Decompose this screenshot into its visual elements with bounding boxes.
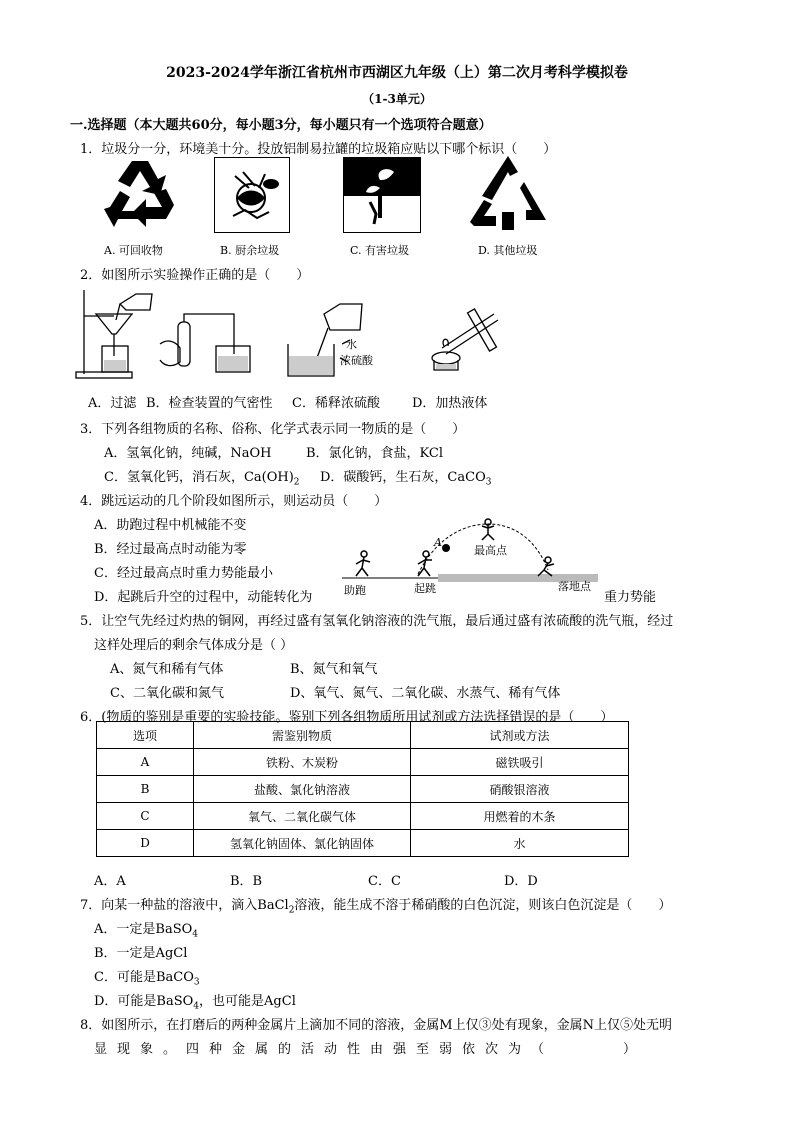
table-cell: 水 [411,830,629,857]
question-8-stem-line1: 8．如图所示，在打磨后的两种金属片上滴加不同的溶液，金属M上仅③处有现象，金属N上仅⑤处无明 [80,1018,672,1033]
q7-option-d: D．可能是BaSO$_4$，也可能是AgCl [94,994,296,1012]
table-header-cell: 需鉴别物质 [194,722,411,749]
jump-label-top: 最高点 [474,544,507,557]
table-row [97,803,629,830]
q1-option-d: D. 其他垃圾 [478,244,538,257]
q1-option-c: C. 有害垃圾 [350,244,410,257]
table-cell: B [97,776,194,803]
question-2-stem: 2．如图所示实验操作正确的是（ ） [80,268,310,283]
table-cell: 氢氧化钠固体、氯化钠固体 [194,830,411,857]
q6-option-b: B．B [230,874,263,889]
q5-option-b: B、氮气和氧气 [290,662,378,677]
q5-option-c: C、二氧化碳和氮气 [110,686,224,701]
airtightness-check-icon [158,304,258,380]
q4-option-b: B．经过最高点时动能为零 [94,542,247,557]
q6-option-c: C．C [368,874,401,889]
recycle-icon [100,155,180,235]
table-row [97,776,629,803]
conc-acid-label: 浓硫酸 [340,354,373,367]
q6-option-d: D．D [504,874,538,889]
q6-table [96,721,629,857]
table-cell: D [97,830,194,857]
table-header-cell: 试剂或方法 [411,722,629,749]
filtration-apparatus-icon [74,286,164,380]
page-subtitle: （1-3单元） [362,92,432,106]
hazardous-waste-icon [343,157,421,233]
table-row [97,749,629,776]
q4-option-c: C．经过最高点时重力势能最小 [94,566,273,581]
question-3-stem: 3．下列各组物质的名称、俗称、化学式表示同一物质的是（ ） [80,422,466,437]
q3-option-d: D．碳酸钙，生石灰，CaCO$_3$ [320,470,492,488]
jump-label-run: 助跑 [344,584,366,597]
q6-option-a: A．A [94,874,126,889]
q7-option-b: B．一定是AgCl [94,946,188,961]
q5-option-d: D、氧气、氮气、二氧化碳、水蒸气、稀有气体 [290,686,561,701]
table-cell: A [97,749,194,776]
q3-option-c: C．氢氧化钙，消石灰，$Ca(OH)_2$ [104,470,300,488]
table-cell: 盐酸、氯化钠溶液 [194,776,411,803]
q1-option-a: A. 可回收物 [104,244,163,257]
dilute-acid-apparatus-icon [284,300,370,380]
q2-option-a: A．过滤 [88,396,137,411]
table-cell: 铁粉、木炭粉 [194,749,411,776]
kitchen-waste-icon [214,157,290,233]
table-cell: C [97,803,194,830]
q2-option-c: C．稀释浓硫酸 [292,396,380,411]
q4-option-a: A．助跑过程中机械能不变 [94,518,247,533]
q2-option-d: D．加热液体 [412,396,488,411]
question-8-stem-line2: 显现象。四种金属的活动性由强至弱依次为（ ） [94,1042,647,1057]
heating-liquid-apparatus-icon [422,302,508,378]
table-cell: 硝酸银溶液 [411,776,629,803]
other-waste-icon [466,152,550,236]
table-cell: 用燃着的木条 [411,803,629,830]
water-label: 水 [346,338,357,351]
q5-option-a: A、氮气和稀有气体 [110,662,224,677]
q7-option-a: A．一定是BaSO$_4$ [94,922,198,940]
q3-option-b: B．氯化钠，食盐，KCl [306,446,444,461]
table-cell: 氧气、二氧化碳气体 [194,803,411,830]
table-header-row [97,722,629,749]
q4-option-d: D．起跳后升空的过程中，动能转化为 [94,590,313,605]
question-6-stem: 6．(物质的鉴别是重要的实验技能。鉴别下列各组物质所用试剂或方法选择错误的是（ ） [80,710,614,725]
question-5-stem-line2: 这样处理后的剩余气体成分是（ ） [94,638,294,653]
jump-label-takeoff: 起跳 [414,582,436,595]
jump-label-point-a: A [434,536,442,549]
page-title: 2023-2024学年浙江省杭州市西湖区九年级（上）第二次月考科学模拟卷 [166,65,628,81]
question-7-stem: 7．向某一种盐的溶液中，滴入BaCl$_2$溶液，能生成不溶于稀硝酸的白色沉淀，则该白色沉淀是（ ） [80,898,672,916]
question-5-stem-line1: 5．让空气先经过灼热的铜网，再经过盛有氢氧化钠溶液的洗气瓶，最后通过盛有浓硫酸的洗气瓶，经过 [80,614,674,629]
table-header-cell: 选项 [97,722,194,749]
question-4-stem: 4．跳远运动的几个阶段如图所示，则运动员（ ） [80,494,388,509]
q4-option-d-tail: 重力势能 [604,590,657,605]
table-row [97,830,629,857]
q7-option-c: C．可能是BaCO$_3$ [94,970,200,988]
q3-option-a: A．氢氧化钠，纯碱，NaOH [104,446,272,461]
jump-label-land: 落地点 [558,580,591,593]
table-cell: 磁铁吸引 [411,749,629,776]
question-1-stem: 1．垃圾分一分，环境美十分。投放铝制易拉罐的垃圾箱应贴以下哪个标识（ ） [80,142,557,157]
q2-option-b: B．检查装置的气密性 [146,396,273,411]
section-heading: 一.选择题（本大题共60分，每小题3分，每小题只有一个选项符合题意） [70,118,492,133]
q1-option-b: B. 厨余垃圾 [220,244,280,257]
